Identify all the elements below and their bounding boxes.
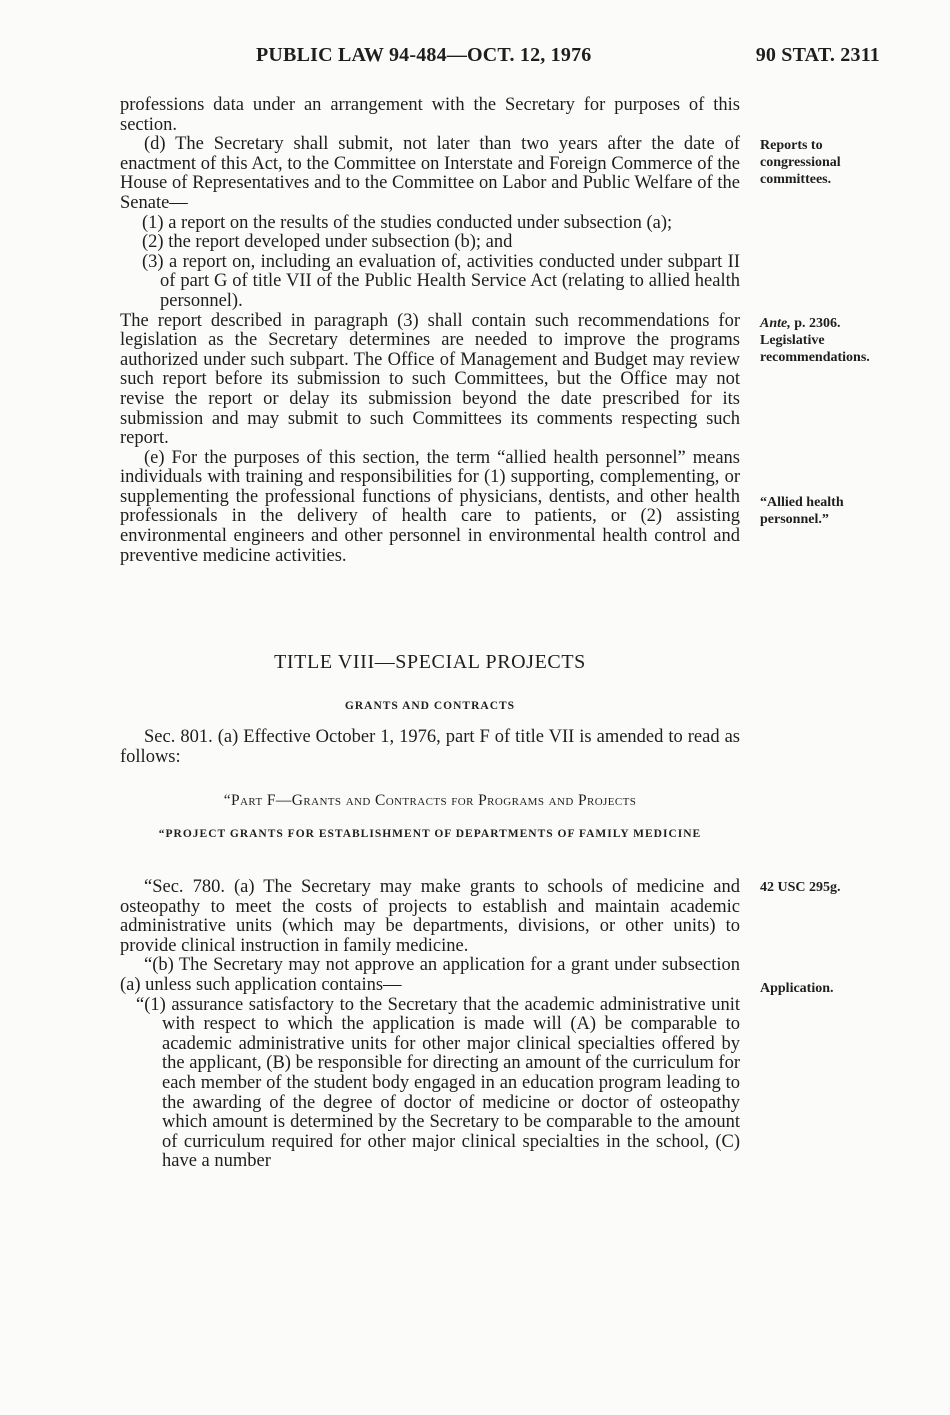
margin-note-ante-page: p. 2306. — [790, 316, 841, 331]
margin-note-reports — [760, 137, 900, 188]
list-item-1: (1) a report on the results of the studies conducted under subsection (a); — [142, 212, 673, 233]
margin-note-legislative — [760, 315, 900, 366]
running-header-page: 90 STAT. 2311 — [755, 44, 880, 66]
quoted-item-1: “(1) assurance satisfactory to the Secretary that the academic administrative unit with respect to which the application is made will (A) be comparable to academic administrative units for other major clinical specialties offered by the applicant, (B) be responsible for directing an amount of the curriculum for each member of the student body engaged in an education program leading to the awarding of the degree of doctor of medicine or doctor of osteopathy which amount is determined by the Secretary to be comparable to the amount of curriculum required for other major clinical specialties in the school, (C) have a number — [136, 994, 740, 1172]
margin-note-legislative-line2: recommendations. — [760, 350, 870, 365]
main-text-lower — [120, 878, 740, 1172]
margin-note-reports-line2: congressional — [760, 155, 841, 170]
paragraph-e: (e) For the purposes of this section, the term “allied health personnel” means individuals with training and responsibilities for (1) supporting, complementing, or supplementing the professional functions of physicians, dentists, and other health professionals in the delivery of health care to patients, or (2) assisting environmental engineers and other personnel in environmental health control and preventive medicine activities. — [120, 447, 740, 566]
list-item-3: (3) a report on, including an evaluation of, activities conducted under subpart II of part G of title VII of the Public Health Service Act (relating to allied health personnel). — [142, 251, 740, 311]
paragraph-professions: professions data under an arrangement with the Secretary for purposes of this section. — [120, 95, 740, 135]
title-viii-heading: TITLE VIII—SPECIAL PROJECTS — [274, 651, 586, 673]
margin-note-usc: 42 USC 295g. — [760, 880, 841, 895]
paragraph-b: “(b) The Secretary may not approve an application for a grant under subsection (a) unless such application contains— — [120, 955, 740, 995]
margin-note-ante-italic: Ante, — [760, 316, 791, 331]
project-grants-heading: “PROJECT GRANTS FOR ESTABLISHMENT OF DEPARTMENTS OF FAMILY MEDICINE — [158, 828, 702, 840]
margin-note-reports-line1: Reports to — [760, 138, 823, 153]
paragraph-sec-780: “Sec. 780. (a) The Secretary may make grants to schools of medicine and osteopathy to meet the costs of projects to establish and maintain academic administrative units (which may be departments, divisions, or other units) to provide clinical instruction in family medicine. — [120, 877, 740, 956]
paragraph-report: The report described in paragraph (3) shall contain such recommendations for legislation as the Secretary determines are needed to improve the programs authorized under such subpart. The Office of Management and Budget may review such report before its submission to such Committees, but the Office may not revise the report or delay its submission beyond the date prescribed for its submission and may submit to such Committees its comments respecting such report. — [120, 310, 740, 449]
margin-note-ante — [760, 315, 900, 332]
paragraph-sec-801: Sec. 801. (a) Effective October 1, 1976, part F of title VII is amended to read as follows: — [120, 727, 740, 767]
main-text-upper — [120, 96, 740, 566]
margin-note-allied-line2: personnel.” — [760, 512, 829, 527]
grants-contracts-heading: GRANTS AND CONTRACTS — [344, 700, 516, 712]
list-item-2: (2) the report developed under subsection (b); and — [142, 232, 513, 253]
margin-note-legislative-line1: Legislative — [760, 333, 825, 348]
part-f-heading: “Part F—Grants and Contracts for Programs and Projects — [223, 792, 637, 809]
margin-note-allied-line1: “Allied health — [760, 495, 844, 510]
section-801 — [120, 728, 740, 767]
margin-note-application: Application. — [760, 981, 834, 996]
paragraph-d: (d) The Secretary shall submit, not later than two years after the date of enactment of this Act, to the Committee on Interstate and Foreign Commerce of the House of Representatives and to the Committee on Labor and Public Welfare of the Senate— — [120, 134, 740, 213]
running-header-title: PUBLIC LAW 94-484—OCT. 12, 1976 — [256, 44, 592, 66]
margin-note-allied — [760, 494, 900, 528]
margin-note-reports-line3: committees. — [760, 172, 832, 187]
